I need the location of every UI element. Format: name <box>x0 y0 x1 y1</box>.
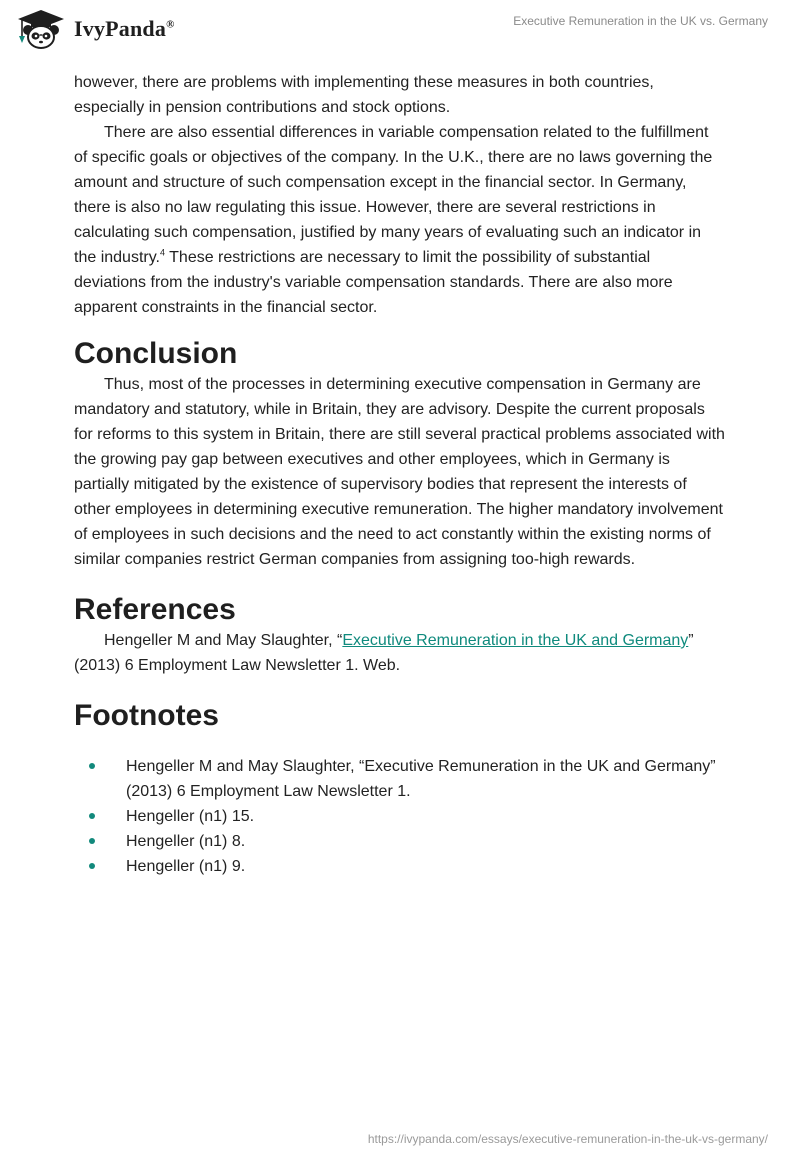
footnote-text: Hengeller (n1) 8. <box>126 833 246 850</box>
footnote-text: Hengeller (n1) 9. <box>126 858 246 875</box>
page-header <box>0 0 800 70</box>
ivypanda-logo[interactable] <box>14 8 175 50</box>
references-heading: References <box>74 593 236 626</box>
reference-source: ” (2013) 6 Employment Law Newsletter 1. Web. <box>74 632 694 674</box>
paragraph-text: There are also essential differences in variable compensation related to the fulfillment of specific goals or objectives of the company. In the U.K., there are no laws governing the amount and structure of such compensation except in the financial sector. In Germany, there is also no law regulating this issue. However, there are several restrictions in calculating such compensation, justified by many years of evaluating such an indicator in the industry. <box>74 124 713 266</box>
conclusion-paragraph: Thus, most of the processes in determining executive compensation in Germany are mandatory and statutory, while in Britain, they are advisory. Despite the current proposals for reforms to this system in Britain, there are still several practical problems associated with the growing pay gap between executives and other employees, which in Germany is partially mitigated by the existence of supervisory bodies that represent the interests of other employees in determining executive remuneration. The higher mandatory involvement of employees in such decisions and the need to act constantly within the existing norms of similar companies restrict German companies from assigning too-high rewards. <box>74 376 725 568</box>
document-title: Executive Remuneration in the UK vs. Germany <box>513 14 768 28</box>
footnotes-heading: Footnotes <box>74 699 219 732</box>
brand-name: IvyPanda® <box>74 16 175 41</box>
paragraph-continuation: however, there are problems with implementing these measures in both countries, especially in pension contributions and stock options. <box>74 74 654 116</box>
footnote-item <box>74 829 726 854</box>
essay-content <box>74 70 726 879</box>
paragraph-variable-compensation <box>74 120 726 320</box>
source-url[interactable]: https://ivypanda.com/essays/executive-remuneration-in-the-uk-vs-germany/ <box>367 1132 768 1146</box>
footnote-text: Hengeller M and May Slaughter, “Executive Remuneration in the UK and Germany” (2013) 6 Employment Law Newsletter 1. <box>126 758 716 800</box>
footnote-item <box>74 804 726 829</box>
reference-entry <box>74 628 726 678</box>
reference-link[interactable]: Executive Remuneration in the UK and Germany <box>342 632 689 649</box>
footnote-item <box>74 754 726 804</box>
bullet-icon <box>89 863 95 869</box>
reference-author: Hengeller M and May Slaughter, “ <box>104 632 343 649</box>
bullet-icon <box>89 763 95 769</box>
footnote-item <box>74 854 726 879</box>
footnote-text: Hengeller (n1) 15. <box>126 808 255 825</box>
conclusion-heading: Conclusion <box>74 337 238 370</box>
panda-graduate-icon <box>14 8 68 50</box>
footnote-marker[interactable]: 4 <box>159 247 165 258</box>
footnotes-list <box>74 754 726 879</box>
bullet-icon <box>89 813 95 819</box>
bullet-icon <box>89 838 95 844</box>
paragraph-text: These restrictions are necessary to limit the possibility of substantial deviations from the industry's variable compensation standards. There are also more apparent constraints in the financial sector. <box>74 249 673 316</box>
